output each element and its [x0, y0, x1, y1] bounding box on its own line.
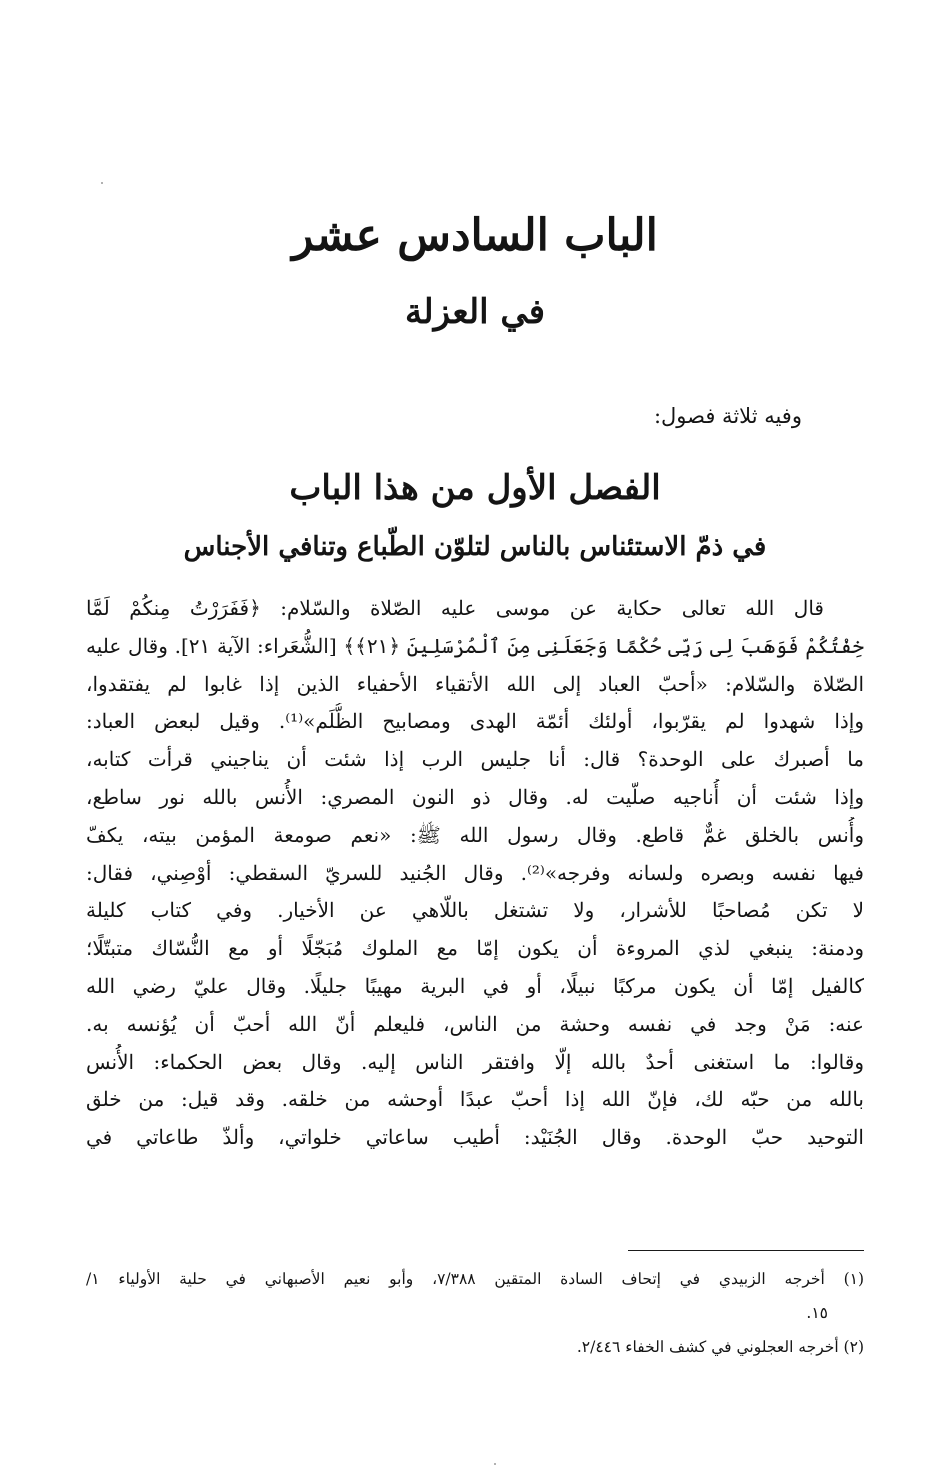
body-line: كالفيل إمّا أن يكون مركبًا نبيلًا، أو في البرية مهيبًا جليلًا. وقال عليّ رضي الله: [86, 973, 864, 998]
footnotes: [86, 1262, 864, 1364]
body-line: الصّلاة والسّلام: «أحبّ العباد إلى الله الأتقياء الأحفياء الذين إذا غابوا لم يفتقدوا،: [86, 671, 864, 696]
body-line: عنه: مَنْ وجد في نفسه وحشة من الناس، فليعلم أنّ الله أحبّ أن يُؤنسه به.: [86, 1011, 864, 1036]
chapter-title: الباب السادس عشر: [292, 210, 658, 261]
body-line: قال الله تعالى حكاية عن موسى عليه الصّلاة والسّلام: ﴿فَفَرَرْتُ مِنكُمْ لَمَّا: [86, 596, 824, 620]
scan-speck: [101, 182, 103, 184]
body-line: وقالوا: ما استغنى أحدٌ بالله إلّا وافتقر الناس إليه. وقال بعض الحكماء: الأُنس: [86, 1049, 864, 1074]
body-line: التوحيد حبّ الوحدة. وقال الجُنَيْد: أطيب ساعاتي خلواتي، وألذّ طاعاتي في: [86, 1125, 864, 1150]
footnote-2: (٢) أخرجه العجلوني في كشف الخفاء ٢/٤٤٦.: [576, 1338, 864, 1356]
footnote-divider: [628, 1250, 864, 1251]
body-line: بالله من حبّه لك، فإنّ الله إذا أحبّ عبدًا أوحشه من خلقه. وقد قيل: من خلق: [86, 1087, 864, 1112]
body-line: خِفْتُكُمْ فَوَهَبَ لِى رَبِّى حُكْمًا وَجَعَلَنِى مِنَ ٱلْمُرْسَلِينَ ﴿٢١﴾﴾ [الشُّعَراء: الآية ٢١]. وقال عليه: [86, 633, 864, 658]
chapter-intro: وفيه ثلاثة فصول:: [653, 404, 802, 428]
body-line: ودمنة: ينبغي لذي المروءة أن يكون إمّا مع الملوك مُبَجّلًا أو مع النُّسّاك متبتّلًا؛: [86, 936, 864, 961]
body-text: [86, 590, 864, 1157]
body-line: ما أصبرك على الوحدة؟ قال: أنا جليس الرب إذا شئت أن يناجيني قرأت كتابه،: [86, 747, 864, 772]
footnote-1-continuation: ١٥.: [806, 1304, 828, 1322]
body-line: لا تكن مُصاحبًا للأشرار، ولا تشتغل باللّاهي عن الأخيار. وفي كتاب كليلة: [86, 898, 864, 923]
scan-speck: [494, 1463, 496, 1465]
body-line: وإذا شئت أن أُناجيه صلّيت له. وقال ذو النون المصري: الأُنس بالله نور ساطع،: [86, 784, 864, 809]
section-subtitle: في ذمّ الاستئناس بالناس لتلوّن الطّباع وتنافي الأجناس: [183, 532, 767, 562]
body-line: وأُنس بالخلق غمٌّ قاطع. وقال رسول الله ﷺ: «نعم صومعة المؤمن بيته، يكفّ: [86, 822, 864, 847]
chapter-subtitle: في العزلة: [405, 292, 545, 332]
section-title: الفصل الأول من هذا الباب: [289, 468, 661, 508]
body-line: وإذا شهدوا لم يقرّبوا، أولئك أئمّة الهدى ومصابيح الظُّلَم»⁽¹⁾. وقيل لبعض العباد:: [86, 709, 864, 734]
body-line: فيها نفسه وبصره ولسانه وفرجه»⁽²⁾. وقال الجُنيد للسريّ السقطي: أوْصِني، فقال:: [86, 860, 864, 885]
footnote-1: (١) أخرجه الزبيدي في إتحاف السادة المتقين ٧/٣٨٨، وأبو نعيم الأصبهاني في حلية الأولياء ١/: [86, 1270, 865, 1288]
